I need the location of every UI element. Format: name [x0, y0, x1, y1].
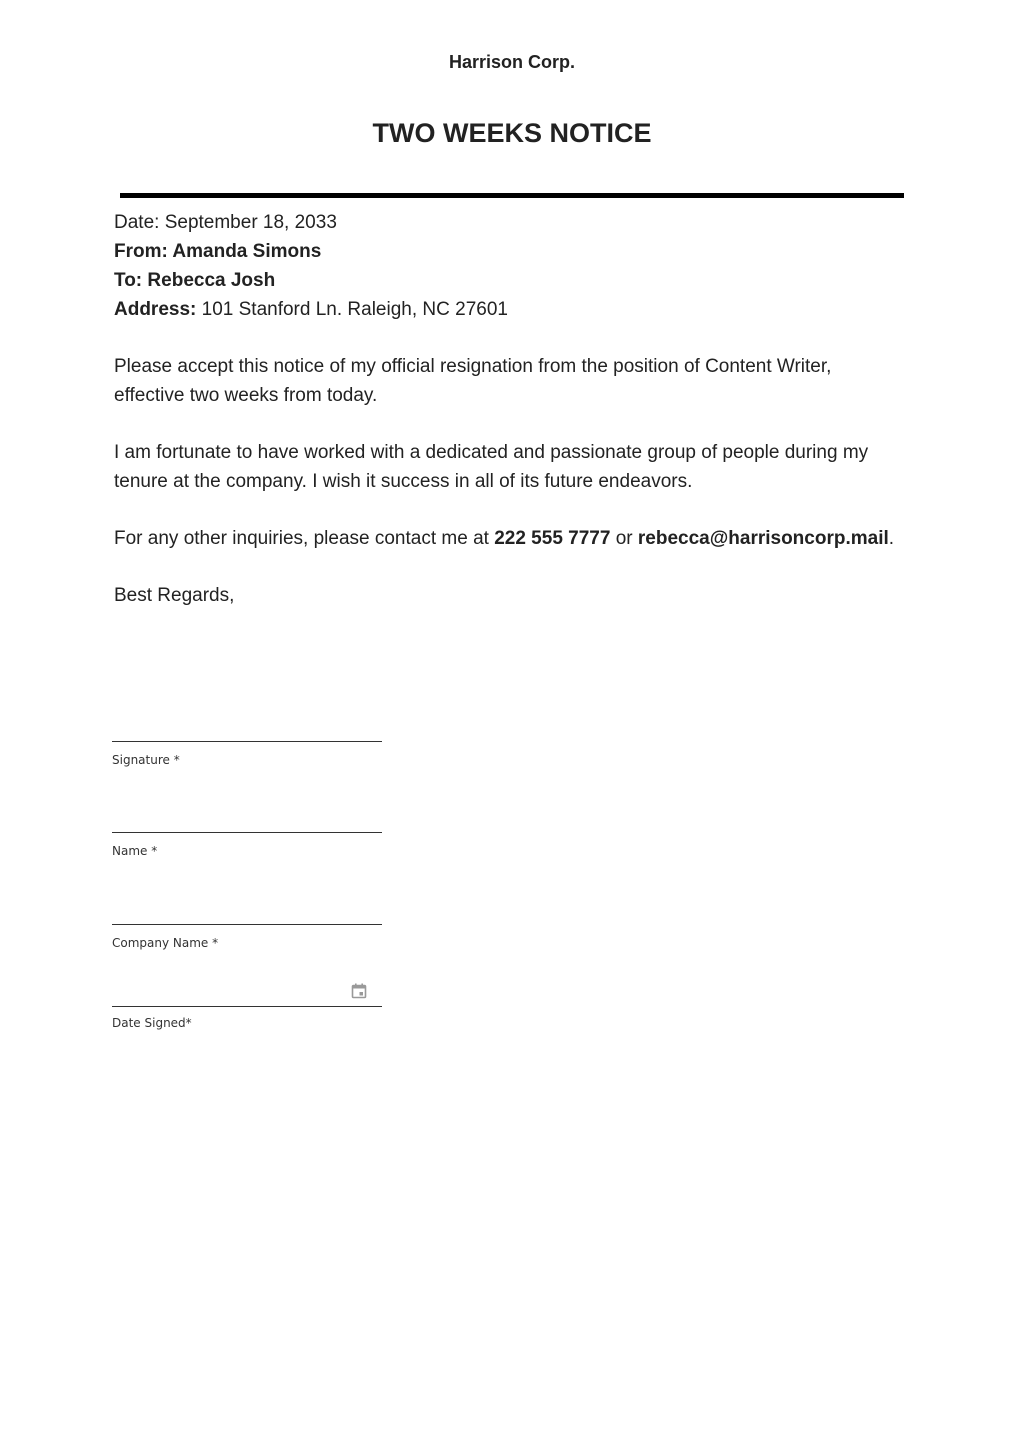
page-title: TWO WEEKS NOTICE — [372, 118, 652, 148]
signature-input[interactable] — [112, 741, 382, 742]
date-signed-input[interactable] — [112, 1006, 382, 1007]
name-label: Name * — [112, 844, 158, 858]
contact-phone: 222 555 7777 — [494, 528, 611, 549]
paragraph-resignation: Please accept this notice of my official resignation from the position of Content Writer, effective two weeks from today. — [114, 356, 832, 406]
contact-email: rebecca@harrisoncorp.mail — [637, 528, 889, 549]
date-value: September 18, 2033 — [164, 212, 337, 233]
contact-suffix: . — [888, 528, 895, 549]
to-value: Rebecca Josh — [147, 270, 276, 291]
signature-label: Signature * — [112, 753, 180, 767]
title-divider — [120, 193, 904, 198]
paragraph-contact — [114, 524, 904, 553]
company-name-label: Company Name * — [112, 936, 219, 950]
address-value: 101 Stanford Ln. Raleigh, NC 27601 — [201, 299, 508, 320]
from-value: Amanda Simons — [172, 241, 322, 262]
date-signed-label: Date Signed* — [112, 1016, 192, 1030]
date-label: Date: — [114, 212, 160, 233]
to-line — [114, 266, 904, 295]
company-name-input[interactable] — [112, 924, 382, 925]
address-label: Address: — [114, 299, 197, 320]
closing: Best Regards, — [114, 585, 235, 606]
contact-or: or — [615, 528, 633, 549]
contact-prefix: For any other inquiries, please contact me at — [114, 528, 489, 549]
letter-body — [114, 208, 904, 610]
from-label: From: — [114, 241, 168, 262]
name-input[interactable] — [112, 832, 382, 833]
date-line — [114, 208, 904, 237]
to-label: To: — [114, 270, 143, 291]
paragraph-gratitude: I am fortunate to have worked with a dedicated and passionate group of people during my tenure at the company. I wish it success in all of its future endeavors. — [114, 442, 869, 492]
address-line — [114, 295, 904, 324]
from-line — [114, 237, 904, 266]
company-name: Harrison Corp. — [448, 52, 576, 72]
calendar-icon[interactable] — [351, 983, 367, 999]
